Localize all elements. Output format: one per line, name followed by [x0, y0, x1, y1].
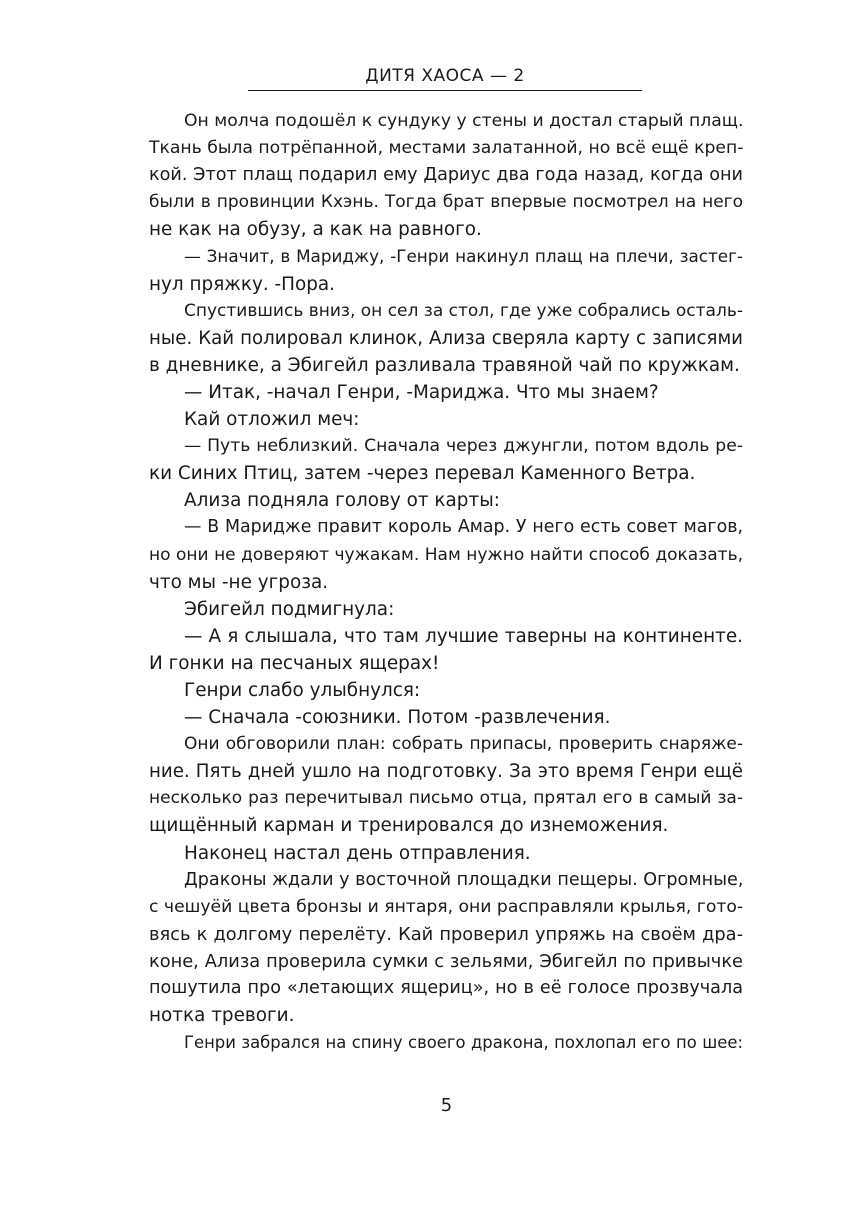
text-line: кой. Этот плащ подарил ему Дариус два года назад, когда они [149, 165, 743, 186]
text-line: Они обговорили план: собрать припасы, проверить снаряже- [184, 734, 743, 755]
text-line: несколько раз перечитывал письмо отца, прятал его в самый за- [149, 788, 743, 809]
text-line: И гонки на песчаных ящерах! [149, 652, 440, 674]
text-line: щищённый карман и тренировался до изнеможения. [149, 815, 669, 837]
text-line: Кай отложил меч: [184, 409, 360, 431]
text-line: в дневнике, а Эбигейл разливала травяной чай по кружкам. [149, 354, 740, 376]
text-line: Драконы ждали у восточной площадки пещеры. Огромные, [184, 869, 744, 890]
text-line: были в провинции Кхэнь. Тогда брат впервые посмотрел на него [149, 192, 743, 213]
text-line: Спустившись вниз, он сел за стол, где уже собрались осталь- [184, 300, 743, 321]
text-line: Он молча подошёл к сундуку у стены и достал старый плащ. [184, 111, 744, 131]
text-line: ки Синих Птиц, затем -через перевал Каменного Ветра. [149, 463, 696, 485]
body-text [149, 108, 743, 1056]
text-line: Генри забрался на спину своего дракона, похлопал его по шее: [184, 1033, 743, 1053]
text-line: пошутила про «летающих ящериц», но в её голосе прозвучала [149, 978, 743, 998]
text-line: но они не доверяют чужакам. Нам нужно найти способ доказать, [149, 544, 743, 565]
text-line: — Значит, в Мариджу, -Генри накинул плащ на плечи, застег- [184, 246, 743, 267]
text-line: — Путь неблизкий. Сначала через джунгли, потом вдоль ре- [184, 436, 743, 457]
text-line: — В Маридже правит король Амар. У него есть совет магов, [184, 517, 743, 538]
text-line: Ткань была потрёпанной, местами залатанной, но всё ещё креп- [149, 138, 744, 159]
text-line: что мы -не угроза. [149, 571, 329, 593]
page-number: 5 [440, 1095, 453, 1116]
text-line: ние. Пять дней ушло на подготовку. За это время Генри ещё [149, 761, 743, 783]
text-line: Генри слабо улыбнулся: [184, 679, 421, 701]
text-line: Ализа подняла голову от карты: [184, 490, 500, 512]
header-rule [248, 90, 642, 91]
text-line: ные. Кай полировал клинок, Ализа сверяла карту с записями [149, 327, 743, 349]
text-line: — Итак, -начал Генри, -Мариджа. Что мы знаем? [184, 381, 659, 403]
text-line: — А я слышала, что там лучшие таверны на континенте. [184, 625, 743, 647]
text-line: с чешуёй цвета бронзы и янтаря, они расправляли крылья, гото- [149, 896, 744, 917]
running-title: ДИТЯ ХАОСА — 2 [365, 66, 525, 86]
text-line: нотка тревоги. [149, 1005, 295, 1027]
text-line: Наконец настал день отправления. [184, 842, 531, 864]
text-line: — Сначала -союзники. Потом -развлечения. [184, 707, 611, 729]
text-line: Эбигейл подмигнула: [184, 598, 395, 620]
text-line: вясь к долгому перелёту. Кай проверил упряжь на своём дра- [149, 923, 743, 945]
text-line: не как на обузу, а как на равного. [149, 219, 482, 241]
text-line: коне, Ализа проверила сумки с зельями, Эбигейл по привычке [149, 950, 743, 972]
text-line: нул пряжку. -Пора. [149, 273, 336, 295]
